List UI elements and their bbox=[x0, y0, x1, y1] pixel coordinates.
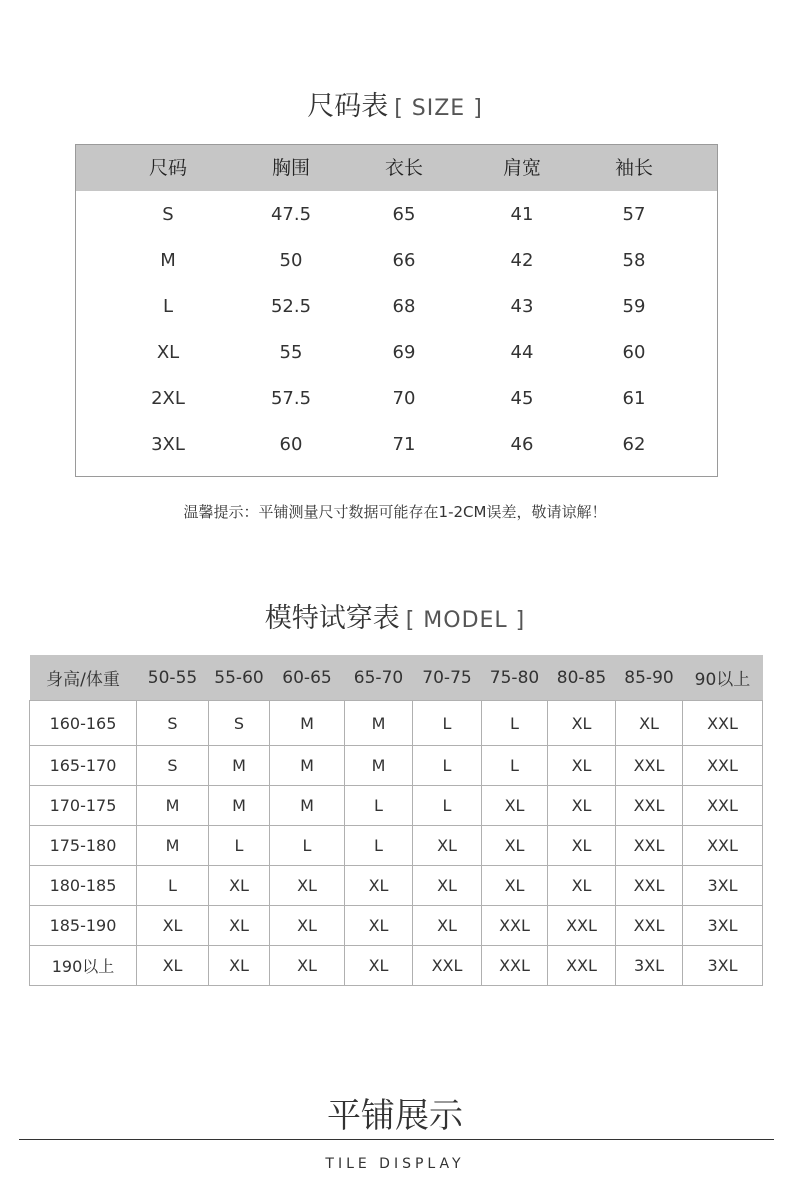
size-table-cell: 66 bbox=[392, 250, 416, 271]
size-table-cell: 60 bbox=[622, 342, 646, 363]
model-table-cell: S bbox=[137, 701, 209, 746]
size-section-title bbox=[0, 84, 790, 123]
model-table-cell: L bbox=[137, 866, 209, 906]
model-table-cell: M bbox=[137, 826, 209, 866]
size-table-cell: 58 bbox=[622, 250, 646, 271]
model-table-cell: XXL bbox=[616, 866, 683, 906]
model-table-cell: XL bbox=[616, 701, 683, 746]
model-table-cell: L bbox=[482, 701, 548, 746]
size-table-cell: XL bbox=[156, 342, 180, 363]
size-table-cell: 52.5 bbox=[270, 296, 312, 317]
model-table-cell: XL bbox=[209, 866, 270, 906]
model-table-cell: XXL bbox=[616, 826, 683, 866]
model-table-cell: XXL bbox=[616, 906, 683, 946]
model-header-cell: 身高/体重 bbox=[30, 655, 137, 701]
model-table-cell: XXL bbox=[683, 826, 763, 866]
model-table-cell: 3XL bbox=[683, 906, 763, 946]
tile-display-subtitle: TILE DISPLAY bbox=[325, 1156, 465, 1172]
model-table-cell: M bbox=[270, 786, 345, 826]
measurement-tip: 温馨提示：平铺测量尺寸数据可能存在1-2CM误差，敬请谅解！ bbox=[183, 503, 607, 521]
size-table-cell: 47.5 bbox=[270, 204, 312, 225]
model-table-cell: M bbox=[209, 786, 270, 826]
model-fit-table bbox=[29, 655, 763, 986]
model-table-cell: 3XL bbox=[683, 946, 763, 986]
model-table-cell: L bbox=[482, 746, 548, 786]
size-table-header bbox=[76, 145, 717, 191]
model-table-cell: L bbox=[345, 786, 413, 826]
model-table-cell: XXL bbox=[683, 701, 763, 746]
size-table-cell: 46 bbox=[510, 434, 534, 455]
size-header-cell: 衣长 bbox=[384, 157, 423, 179]
size-table-cell: 50 bbox=[279, 250, 303, 271]
tile-display-title: 平铺展示 bbox=[327, 1096, 463, 1136]
size-table bbox=[75, 144, 718, 477]
model-table-cell: 170-175 bbox=[30, 786, 137, 826]
model-table-cell: XL bbox=[548, 746, 616, 786]
size-table-cell: 70 bbox=[392, 388, 416, 409]
model-table-cell: XXL bbox=[683, 786, 763, 826]
size-table-cell: 59 bbox=[622, 296, 646, 317]
model-table-cell: 160-165 bbox=[30, 701, 137, 746]
size-table-cell: L bbox=[162, 296, 174, 317]
model-table-cell: XXL bbox=[413, 946, 482, 986]
size-table-cell: 3XL bbox=[151, 434, 185, 455]
size-table-cell: 55 bbox=[279, 342, 303, 363]
model-section-title bbox=[0, 596, 790, 635]
model-table-cell: S bbox=[137, 746, 209, 786]
model-table-cell: XL bbox=[345, 866, 413, 906]
size-header-cell: 胸围 bbox=[271, 157, 310, 179]
model-table-cell: XXL bbox=[683, 746, 763, 786]
model-table-cell: L bbox=[209, 826, 270, 866]
model-table-cell: XL bbox=[270, 906, 345, 946]
model-table-cell: XL bbox=[270, 866, 345, 906]
model-table-cell: XL bbox=[137, 906, 209, 946]
model-table-cell: XL bbox=[209, 946, 270, 986]
model-table-cell: XL bbox=[413, 866, 482, 906]
model-table-cell: XL bbox=[209, 906, 270, 946]
model-table-cell: XL bbox=[413, 906, 482, 946]
model-header-cell: 75-80 bbox=[482, 655, 548, 701]
model-table-cell: XXL bbox=[482, 946, 548, 986]
size-table-cell: 69 bbox=[392, 342, 416, 363]
size-table-cell: S bbox=[162, 204, 174, 225]
model-header-cell: 85-90 bbox=[616, 655, 683, 701]
model-table-cell: L bbox=[413, 746, 482, 786]
size-table-cell: M bbox=[160, 250, 176, 271]
model-header-cell: 50-55 bbox=[137, 655, 209, 701]
model-table-cell: XXL bbox=[548, 906, 616, 946]
size-table-cell: 57.5 bbox=[270, 388, 312, 409]
model-table-cell: XL bbox=[345, 906, 413, 946]
model-table-cell: L bbox=[413, 701, 482, 746]
table-row bbox=[30, 906, 763, 946]
model-table-cell: 180-185 bbox=[30, 866, 137, 906]
model-table-cell: XXL bbox=[482, 906, 548, 946]
size-table-cell: 60 bbox=[279, 434, 303, 455]
size-table-cell: 71 bbox=[392, 434, 416, 455]
size-header-cell: 袖长 bbox=[614, 157, 653, 179]
model-table-cell: M bbox=[270, 701, 345, 746]
size-header-cell: 尺码 bbox=[148, 157, 187, 179]
model-table-cell: XXL bbox=[616, 786, 683, 826]
model-header-cell: 70-75 bbox=[413, 655, 482, 701]
size-table-cell: 65 bbox=[392, 204, 416, 225]
model-table-header bbox=[30, 655, 763, 701]
size-title-cn: 尺码表 bbox=[307, 91, 389, 122]
divider bbox=[19, 1139, 774, 1140]
model-table-cell: M bbox=[137, 786, 209, 826]
model-table-cell: M bbox=[345, 701, 413, 746]
size-table-cell: 43 bbox=[510, 296, 534, 317]
model-table-cell: XL bbox=[548, 786, 616, 826]
model-header-cell: 65-70 bbox=[345, 655, 413, 701]
size-table-cell: 42 bbox=[510, 250, 534, 271]
model-table-cell: 3XL bbox=[683, 866, 763, 906]
model-table-cell: XL bbox=[482, 826, 548, 866]
model-table-cell: XXL bbox=[548, 946, 616, 986]
table-row bbox=[30, 826, 763, 866]
table-row bbox=[30, 866, 763, 906]
model-table-cell: XL bbox=[413, 826, 482, 866]
model-table-cell: XL bbox=[548, 826, 616, 866]
model-table-cell: XXL bbox=[616, 746, 683, 786]
model-table-cell: M bbox=[345, 746, 413, 786]
model-header-cell: 55-60 bbox=[209, 655, 270, 701]
model-table-cell: 185-190 bbox=[30, 906, 137, 946]
table-row bbox=[30, 946, 763, 986]
model-table-cell: XL bbox=[345, 946, 413, 986]
model-table-cell: XL bbox=[270, 946, 345, 986]
model-table-cell: 175-180 bbox=[30, 826, 137, 866]
size-table-cell: 41 bbox=[510, 204, 534, 225]
table-row bbox=[30, 746, 763, 786]
size-header-cell: 肩宽 bbox=[502, 157, 541, 179]
model-title-en: [ MODEL ] bbox=[405, 608, 526, 633]
model-table-cell: XL bbox=[548, 701, 616, 746]
model-table-cell: 165-170 bbox=[30, 746, 137, 786]
model-table-cell: XL bbox=[137, 946, 209, 986]
model-table-cell: L bbox=[345, 826, 413, 866]
size-table-cell: 57 bbox=[622, 204, 646, 225]
table-row bbox=[30, 701, 763, 746]
model-table-cell: 190以上 bbox=[30, 946, 137, 986]
model-table-cell: XL bbox=[482, 866, 548, 906]
model-title-cn: 模特试穿表 bbox=[264, 603, 400, 634]
model-table-cell: L bbox=[413, 786, 482, 826]
model-header-cell: 80-85 bbox=[548, 655, 616, 701]
size-table-cell: 61 bbox=[622, 388, 646, 409]
model-table-cell: M bbox=[209, 746, 270, 786]
model-table-cell: S bbox=[209, 701, 270, 746]
model-table-cell: XL bbox=[548, 866, 616, 906]
model-table-cell: XL bbox=[482, 786, 548, 826]
model-header-cell: 60-65 bbox=[270, 655, 345, 701]
size-table-cell: 62 bbox=[622, 434, 646, 455]
size-table-cell: 68 bbox=[392, 296, 416, 317]
size-table-cell: 44 bbox=[510, 342, 534, 363]
size-table-cell: 2XL bbox=[151, 388, 185, 409]
model-header-cell: 90以上 bbox=[683, 655, 763, 701]
size-table-cell: 45 bbox=[510, 388, 534, 409]
model-table-cell: 3XL bbox=[616, 946, 683, 986]
size-title-en: [ SIZE ] bbox=[394, 96, 483, 121]
model-table-cell: M bbox=[270, 746, 345, 786]
model-table-cell: L bbox=[270, 826, 345, 866]
table-row bbox=[30, 786, 763, 826]
